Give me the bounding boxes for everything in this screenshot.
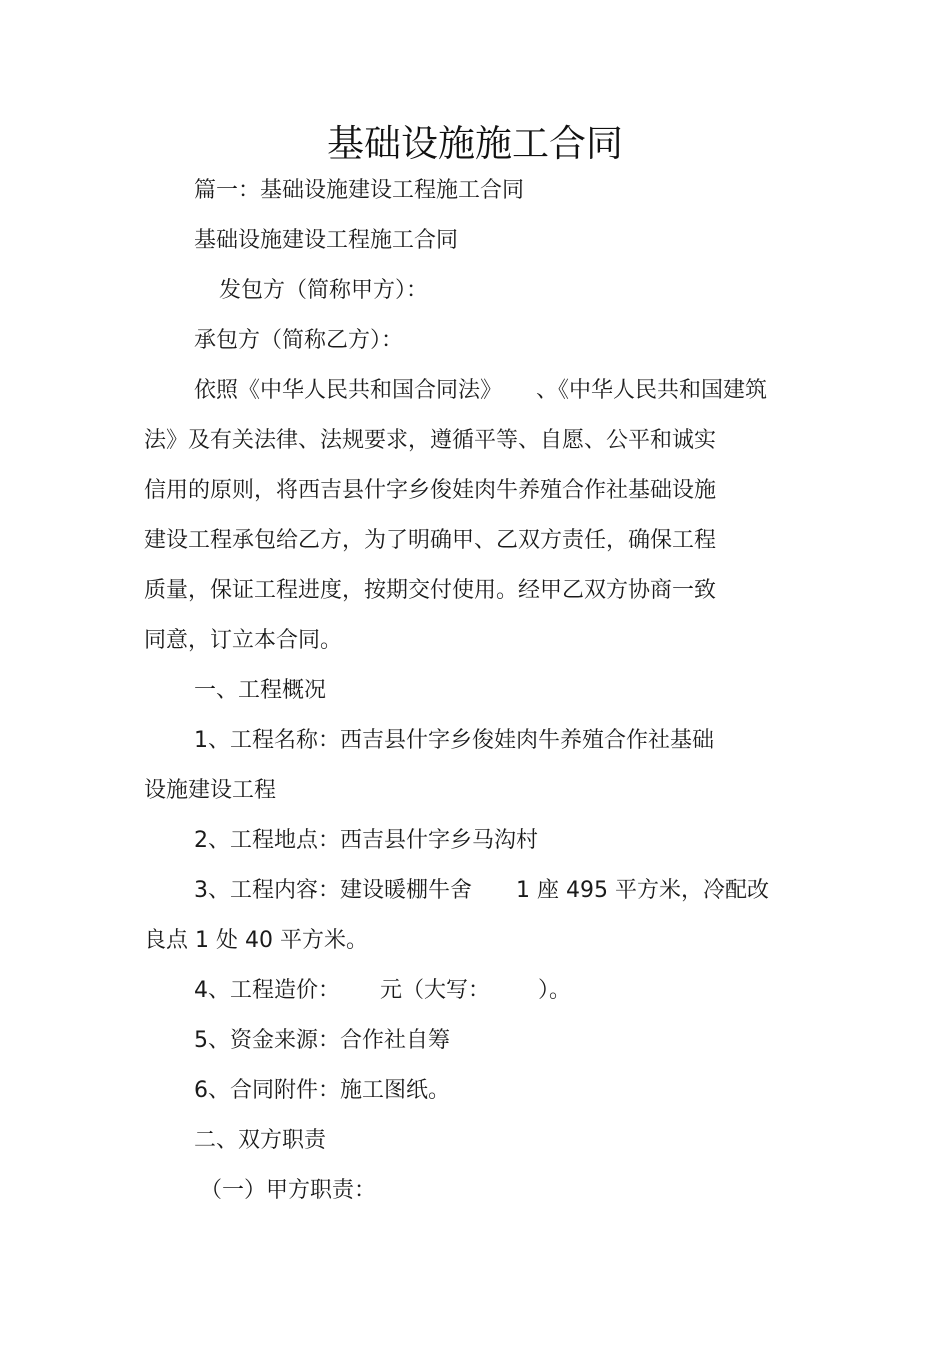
list-item-text: ）。 [538, 978, 572, 1003]
list-item [194, 876, 769, 906]
list-item [194, 976, 571, 1006]
contract-subtitle: 基础设施建设工程施工合同 [194, 228, 459, 253]
list-item: 6、合同附件：施工图纸。 [194, 1078, 450, 1103]
list-item-text: 元（大写： [380, 978, 491, 1003]
document-title: 基础设施施工合同 [327, 122, 623, 165]
list-item-continuation: 设施建设工程 [144, 778, 277, 803]
paragraph-line: 法》及有关法律、法规要求，遵循平等、自愿、公平和诚实 [144, 428, 717, 453]
list-item: 5、资金来源：合作社自筹 [194, 1028, 450, 1053]
section-heading: 二、双方职责 [194, 1128, 327, 1153]
paragraph-text: 、《中华人民共和国建筑 [536, 378, 768, 403]
party-b-line: 承包方（简称乙方）： [194, 328, 404, 353]
paragraph-line: 信用的原则，将西吉县什字乡俊娃肉牛养殖合作社基础设施 [144, 478, 717, 503]
section-heading: 一、工程概况 [194, 678, 327, 703]
list-item-text: 1 座 495 平方米，冷配改 [516, 878, 769, 903]
list-item-continuation: 良点 1 处 40 平方米。 [144, 928, 368, 953]
list-item-text: 4、工程造价： [194, 978, 340, 1003]
party-a-line: 发包方（简称甲方）： [219, 278, 429, 303]
subsection-heading: （一）甲方职责： [200, 1178, 377, 1203]
paragraph-line: 同意，订立本合同。 [144, 628, 343, 653]
paragraph-line: 质量，保证工程进度，按期交付使用。经甲乙双方协商一致 [144, 578, 717, 603]
paragraph-text: 依照《中华人民共和国合同法》 [194, 378, 503, 403]
list-item: 2、工程地点：西吉县什字乡马沟村 [194, 828, 538, 853]
paragraph-line: 建设工程承包给乙方，为了明确甲、乙双方责任，确保工程 [144, 528, 717, 553]
paragraph-line [194, 376, 767, 406]
list-item: 1、工程名称：西吉县什字乡俊娃肉牛养殖合作社基础 [194, 728, 714, 753]
list-item-text: 3、工程内容：建设暖棚牛舍 [194, 878, 472, 903]
section-heading-part-one: 篇一：基础设施建设工程施工合同 [194, 178, 525, 203]
